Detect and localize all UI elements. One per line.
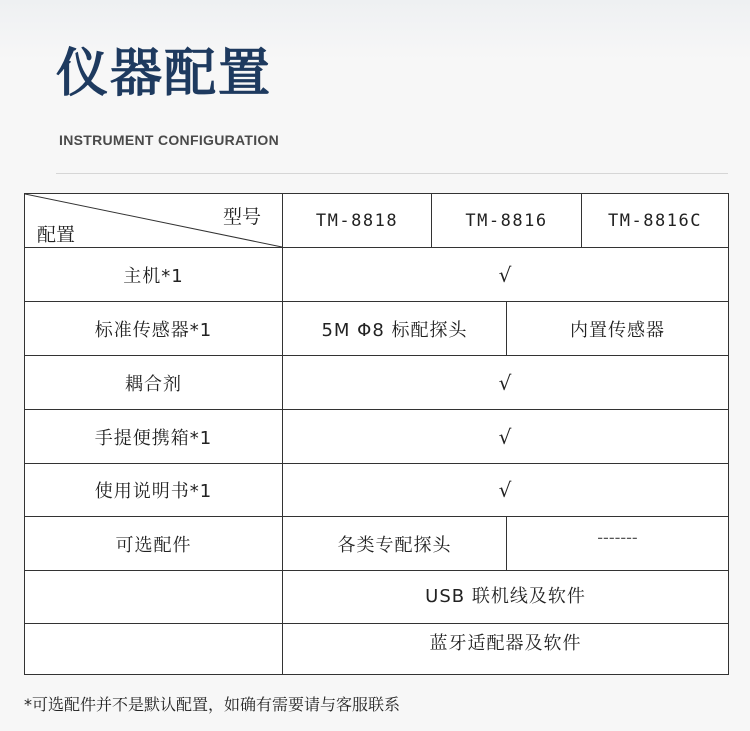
row-value-special-probes: 各类专配探头 [337, 534, 452, 556]
model-header-tm8818: TM-8818 [315, 210, 399, 231]
row-value-usb-cable: USB 联机线及软件 [425, 586, 586, 607]
row-value-built-in-sensor: 内置传感器 [570, 319, 665, 341]
configuration-table [24, 193, 729, 675]
corner-label-model: 型号 [223, 206, 262, 228]
corner-label-config: 配置 [37, 224, 76, 246]
page-subtitle: INSTRUMENT CONFIGURATION [59, 132, 280, 148]
row-value-standard-probe: 5M Φ8 标配探头 [321, 319, 468, 341]
row-value-carry-case: √ [498, 424, 513, 449]
model-header-tm8816c: TM-8816C [608, 210, 702, 231]
row-label-standard-sensor: 标准传感器*1 [94, 319, 213, 341]
row-value-not-applicable: ------- [597, 527, 638, 547]
row-label-manual: 使用说明书*1 [94, 481, 213, 502]
row-value-manual: √ [498, 478, 513, 502]
row-label-optional-accessories: 可选配件 [115, 534, 192, 556]
row-label-carry-case: 手提便携箱*1 [94, 427, 213, 449]
header-divider [56, 173, 728, 174]
row-label-couplant: 耦合剂 [125, 373, 182, 395]
model-header-tm8816: TM-8816 [465, 210, 548, 231]
page-title: 仪器配置 [56, 44, 273, 104]
row-value-couplant: √ [498, 370, 513, 395]
row-value-host: √ [498, 262, 513, 287]
row-label-empty [25, 624, 282, 674]
row-value-bluetooth-adapter: 蓝牙适配器及软件 [429, 633, 582, 654]
footnote: *可选配件并不是默认配置，如确有需要请与客服联系 [24, 695, 401, 714]
row-label-host: 主机*1 [123, 265, 184, 287]
row-label-empty [25, 571, 282, 623]
